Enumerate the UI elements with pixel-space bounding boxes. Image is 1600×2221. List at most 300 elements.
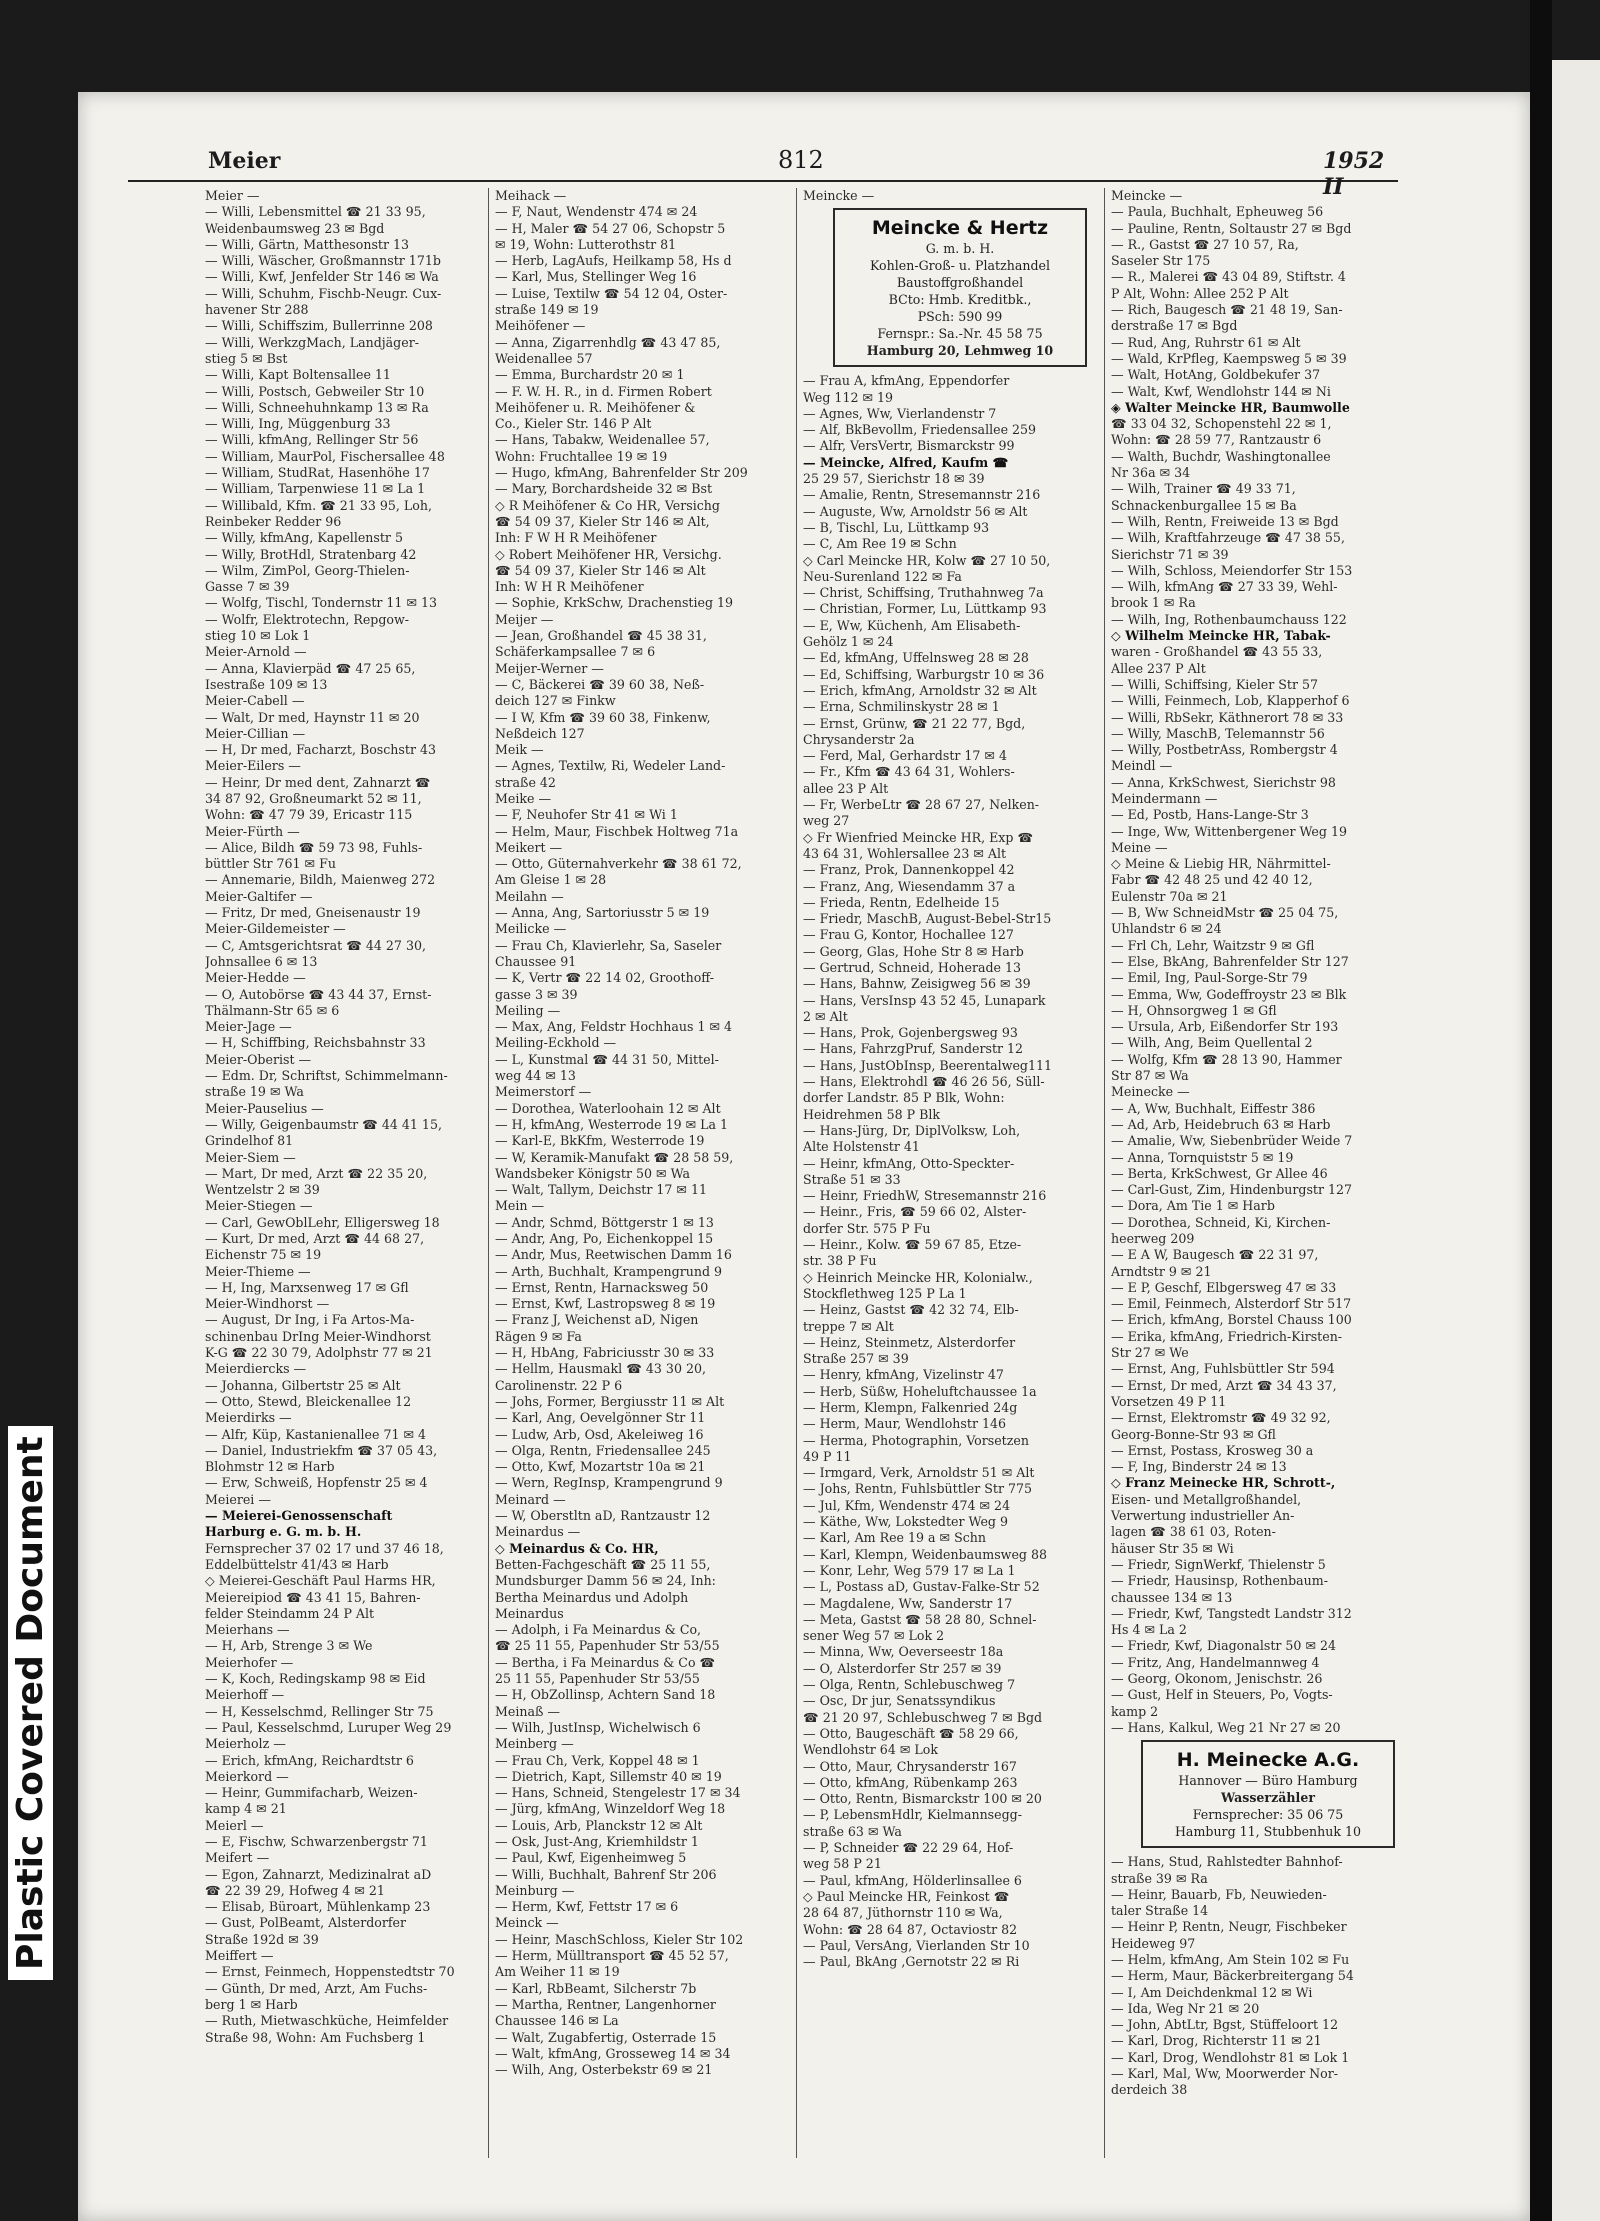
directory-entry-line: — Hans, Schneid, Stengelestr 17 ✉ 34 (495, 1785, 741, 1801)
directory-entry-line: — Willy, MaschB, Telemannstr 56 (1111, 725, 1325, 741)
directory-entry-line: — Else, BkAng, Bahrenfelder Str 127 (1111, 953, 1349, 969)
ad-meincke-hertz (833, 208, 1087, 367)
ad-line: Hannover — Büro Hamburg (1178, 1773, 1358, 1789)
directory-entry-line: Str 27 ✉ We (1111, 1345, 1189, 1361)
directory-entry-line: Georg-Bonne-Str 93 ✉ Gfl (1111, 1426, 1276, 1442)
directory-entry-line: Fernsprecher 37 02 17 und 37 46 18, (205, 1540, 444, 1556)
directory-entry-line: Meinardus (495, 1605, 564, 1621)
directory-entry-line: Schäferkampsallee 7 ✉ 6 (495, 644, 656, 660)
directory-entry-line: Meier-Windhorst — (205, 1296, 330, 1312)
directory-entry-line: — Wilh, Schloss, Meiendorfer Str 153 (1111, 562, 1353, 578)
directory-entry-line: P Alt, Wohn: Allee 252 P Alt (1111, 285, 1289, 301)
directory-entry-line: Hs 4 ✉ La 2 (1111, 1622, 1187, 1638)
directory-entry-line: ✉ 19, Wohn: Lutterothstr 81 (495, 236, 677, 252)
directory-entry-line: — Dorothea, Waterloohain 12 ✉ Alt (495, 1100, 721, 1116)
directory-entry-line: treppe 7 ✉ Alt (803, 1318, 894, 1334)
directory-entry-line: — Frau Ch, Verk, Koppel 48 ✉ 1 (495, 1752, 700, 1768)
directory-entry-line: — Günth, Dr med, Arzt, Am Fuchs- (205, 1980, 428, 1996)
directory-entry-line: — Ed, Postb, Hans-Lange-Str 3 (1111, 807, 1309, 823)
directory-entry-line: — Minna, Ww, Oeverseestr 18a (803, 1644, 1004, 1660)
directory-entry-line: Vorsetzen 49 P 11 (1111, 1393, 1227, 1409)
ad-line: Fernspr.: Sa.-Nr. 45 58 75 (877, 326, 1043, 342)
directory-entry-line: — Willibald, Kfm. ☎ 21 33 95, Loh, (205, 497, 432, 513)
directory-entry-line: — F. W. H. R., in d. Firmen Robert (495, 383, 712, 399)
directory-entry-line: — Egon, Zahnarzt, Medizinalrat aD (205, 1866, 432, 1882)
directory-entry-line: — R., Malerei ☎ 43 04 89, Stiftstr. 4 (1111, 269, 1346, 285)
directory-entry-line: — Ernst, Kwf, Lastropsweg 8 ✉ 19 (495, 1296, 716, 1312)
directory-entry-line: ☎ 21 20 97, Schlebuschweg 7 ✉ Bgd (803, 1709, 1043, 1725)
directory-entry-line: Meierei — (205, 1491, 271, 1507)
directory-entry-line: Meier-Gildemeister — (205, 921, 346, 937)
directory-entry-line: — Frau A, kfmAng, Eppendorfer (803, 373, 1010, 389)
directory-entry-line: — Otto, Rentn, Bismarckstr 100 ✉ 20 (803, 1791, 1042, 1807)
directory-entry-line: — Helm, kfmAng, Am Stein 102 ✉ Fu (1111, 1951, 1350, 1967)
directory-entry-line: — Adolph, i Fa Meinardus & Co, (495, 1622, 702, 1638)
directory-entry-line: Fabr ☎ 42 48 25 und 42 40 12, (1111, 872, 1313, 888)
directory-entry-line: — Anna, Tornquiststr 5 ✉ 19 (1111, 1149, 1294, 1165)
directory-entry-line: ◇ Meierei-Geschäft Paul Harms HR, (205, 1573, 436, 1589)
directory-entry-line: — Willi, Schiffsing, Kieler Str 57 (1111, 676, 1319, 692)
directory-entry-line: — Hans, Elektrohdl ☎ 46 26 56, Süll- (803, 1074, 1045, 1090)
directory-entry-line: — Agnes, Textilw, Ri, Wedeler Land- (495, 758, 726, 774)
directory-entry-line: ◇ Fr Wienfried Meincke HR, Exp ☎ (803, 829, 1034, 845)
directory-entry-line: Meierl — (205, 1817, 264, 1833)
directory-entry-line: — Helm, Maur, Fischbek Holtweg 71a (495, 823, 739, 839)
directory-entry-line: Straße 98, Wohn: Am Fuchsberg 1 (205, 2029, 426, 2045)
directory-entry-line: — Mary, Borchardsheide 32 ✉ Bst (495, 481, 713, 497)
directory-entry-line: — Christ, Schiffsing, Truthahnweg 7a (803, 585, 1044, 601)
directory-entry-line: — Heinr, FriedhW, Stresemannstr 216 (803, 1188, 1047, 1204)
directory-entry-line: — Hans, VersInsp 43 52 45, Lunapark (803, 992, 1046, 1008)
directory-entry-line: Gasse 7 ✉ 39 (205, 579, 290, 595)
directory-entry-line: Meihöfener — (495, 318, 586, 334)
directory-entry-line: — Inge, Ww, Wittenbergener Weg 19 (1111, 823, 1347, 839)
directory-entry-line: — Ernst, Grünw, ☎ 21 22 77, Bgd, (803, 715, 1026, 731)
directory-entry-line: — H, Dr med, Facharzt, Boschstr 43 (205, 742, 436, 758)
directory-entry-line: — William, StudRat, Hasenhöhe 17 (205, 465, 430, 481)
directory-entry-line: — William, MaurPol, Fischersallee 48 (205, 448, 445, 464)
directory-entry-line: — Hans, Stud, Rahlstedter Bahnhof- (1111, 1854, 1343, 1870)
directory-entry-line: — Magdalene, Ww, Sanderstr 17 (803, 1595, 1013, 1611)
directory-entry-line: — Heinr, Gummifacharb, Weizen- (205, 1785, 418, 1801)
directory-entry-line: Meier-Stiegen — (205, 1198, 313, 1214)
directory-entry-line: Meierdirks — (205, 1410, 292, 1426)
directory-entry-line: ☎ 54 09 37, Kieler Str 146 ✉ Alt, (495, 513, 710, 529)
directory-entry-line: Meine — (1111, 839, 1168, 855)
directory-entry-line: — Alf, BkBevollm, Friedensallee 259 (803, 422, 1037, 438)
directory-entry-line: — Arth, Buchhalt, Krampengrund 9 (495, 1263, 723, 1279)
directory-entry-line: — Willi, Schneehuhnkamp 13 ✉ Ra (205, 399, 429, 415)
directory-entry-line: 43 64 31, Wohlersallee 23 ✉ Alt (803, 845, 1007, 861)
directory-entry-line: Mein — (495, 1198, 545, 1214)
directory-entry-line: — Heinr, MaschSchloss, Kieler Str 102 (495, 1931, 744, 1947)
directory-entry-line: — Walt, Kwf, Wendlohstr 144 ✉ Ni (1111, 383, 1331, 399)
ad-line: Kohlen-Groß- u. Platzhandel (869, 258, 1051, 274)
directory-entry-line: — Heinr, kfmAng, Otto-Speckter- (803, 1155, 1015, 1171)
directory-entry-line: — Agnes, Ww, Vierlandenstr 7 (803, 405, 997, 421)
directory-entry-line: Chaussee 146 ✉ La (495, 2013, 619, 2029)
directory-entry-line: — Heinz, Gastst ☎ 42 32 74, Elb- (803, 1302, 1019, 1318)
directory-entry-line: — Willi, Schiffszim, Bullerrinne 208 (205, 318, 433, 334)
directory-entry-line: — Frau Ch, Klavierlehr, Sa, Saseler (495, 937, 722, 953)
directory-entry-line: — Karl, Klempn, Weidenbaumsweg 88 (803, 1546, 1048, 1562)
ad-address: Hamburg 20, Lehmweg 10 (866, 343, 1054, 359)
directory-entry-line: — Jürg, kfmAng, Winzeldorf Weg 18 (495, 1801, 726, 1817)
directory-entry-line: — Willi, kfmAng, Rellinger Str 56 (205, 432, 419, 448)
directory-entry-line: — Walt, Zugabfertig, Osterrade 15 (495, 2029, 717, 2045)
directory-entry-line: — Walt, Tallym, Deichstr 17 ✉ 11 (495, 1182, 707, 1198)
directory-entry-line: straße 42 (495, 774, 556, 790)
directory-entry-line: weg 44 ✉ 13 (495, 1068, 576, 1084)
directory-entry-line: — E P, Geschf, Elbgersweg 47 ✉ 33 (1111, 1279, 1337, 1295)
directory-entry-line: Uhlandstr 6 ✉ 24 (1111, 921, 1222, 937)
directory-entry-line: K-G ☎ 22 30 79, Adolphstr 77 ✉ 21 (205, 1345, 433, 1361)
directory-entry-line: Meier-Siem — (205, 1149, 296, 1165)
directory-entry-line: — Mart, Dr med, Arzt ☎ 22 35 20, (205, 1165, 428, 1181)
directory-entry-line: — Wilh, Ing, Rothenbaumchauss 122 (1111, 611, 1347, 627)
directory-entry-line: Saseler Str 175 (1111, 253, 1211, 269)
directory-entry-line: — H, Arb, Strenge 3 ✉ We (205, 1638, 373, 1654)
directory-entry-line: — Ad, Arb, Heidebruch 63 ✉ Harb (1111, 1116, 1331, 1132)
directory-entry-line: straße 39 ✉ Ra (1111, 1870, 1208, 1886)
directory-entry-line: — Hans, FahrzgPruf, Sanderstr 12 (803, 1041, 1024, 1057)
directory-entry-line: — Walt, HotAng, Goldbekufer 37 (1111, 367, 1321, 383)
directory-entry-line: Meincke — (803, 188, 875, 203)
directory-entry-line: — Karl, Mus, Stellinger Weg 16 (495, 269, 697, 285)
directory-entry-line: Co., Kieler Str. 146 P Alt (495, 416, 652, 432)
directory-entry-line: Straße 257 ✉ 39 (803, 1351, 909, 1367)
directory-entry-line: — Wolfg, Tischl, Tondernstr 11 ✉ 13 (205, 595, 438, 611)
directory-entry-line: — Ferd, Mal, Gerhardstr 17 ✉ 4 (803, 748, 1008, 764)
directory-entry-line: — Christian, Former, Lu, Lüttkamp 93 (803, 601, 1047, 617)
directory-entry-line: — Otto, Maur, Chrysanderstr 167 (803, 1758, 1017, 1774)
directory-entry-line: Wohn: ☎ 28 59 77, Rantzaustr 6 (1111, 432, 1322, 448)
directory-entry-line: — Karl, Ang, Oevelgönner Str 11 (495, 1410, 706, 1426)
directory-entry-line: Reinbeker Redder 96 (205, 513, 342, 529)
directory-entry-line: — K, Koch, Redingskamp 98 ✉ Eid (205, 1671, 426, 1687)
directory-entry-line: ☎ 54 09 37, Kieler Str 146 ✉ Alt (495, 562, 706, 578)
directory-entry-line: — Ernst, Dr med, Arzt ☎ 34 43 37, (1111, 1377, 1337, 1393)
directory-entry-line: — E, Fischw, Schwarzenbergstr 71 (205, 1833, 428, 1849)
directory-entry-line: Bertha Meinardus und Adolph (495, 1589, 689, 1605)
header-surname: Meier (208, 148, 281, 174)
book-spine (1530, 0, 1552, 2221)
directory-entry-line: — Berta, KrkSchwest, Gr Allee 46 (1111, 1165, 1328, 1181)
directory-entry-line: sener Weg 57 ✉ Lok 2 (803, 1628, 945, 1644)
directory-entry-line: — Rud, Ang, Ruhrstr 61 ✉ Alt (1111, 334, 1301, 350)
directory-entry-line: — Willi, Postsch, Gebweiler Str 10 (205, 383, 425, 399)
directory-entry-line: Straße 51 ✉ 33 (803, 1171, 901, 1187)
directory-entry-line: derstraße 17 ✉ Bgd (1111, 318, 1238, 334)
directory-entry-line: — Karl, Mal, Ww, Moorwerder Nor- (1111, 2066, 1338, 2082)
directory-entry-line: — Friedr, Kwf, Tangstedt Landstr 312 (1111, 1605, 1352, 1621)
directory-entry-line: — L, Postass aD, Gustav-Falke-Str 52 (803, 1579, 1040, 1595)
directory-entry-line: — Frl Ch, Lehr, Waitzstr 9 ✉ Gfl (1111, 937, 1315, 953)
directory-entry-line: — Olga, Rentn, Friedensallee 245 (495, 1442, 711, 1458)
directory-entry-line: — Fr, WerbeLtr ☎ 28 67 27, Nelken- (803, 797, 1040, 813)
directory-entry-line: Meier — (205, 188, 260, 203)
directory-entry-line: Eisen- und Metallgroßhandel, (1111, 1491, 1302, 1507)
directory-entry-line: Grindelhof 81 (205, 1133, 294, 1149)
directory-entry-line: — Herm, Mülltransport ☎ 45 52 57, (495, 1948, 729, 1964)
directory-entry-line: Wentzelstr 2 ✉ 39 (205, 1182, 320, 1198)
directory-entry-line: — F, Naut, Wendenstr 474 ✉ 24 (495, 204, 698, 220)
directory-entry-line: Meier-Pauselius — (205, 1100, 324, 1116)
directory-entry-line: havener Str 288 (205, 302, 309, 318)
directory-entry-line: Meinburg — (495, 1882, 575, 1898)
directory-entry-line: — Wolfg, Kfm ☎ 28 13 90, Hammer (1111, 1051, 1342, 1067)
directory-entry-line: Meincke — (1111, 188, 1183, 203)
directory-entry-line: ◇ Franz Meinecke HR, Schrott-, (1111, 1475, 1336, 1491)
directory-entry-line: brook 1 ✉ Ra (1111, 595, 1196, 611)
directory-entry-line: — Alfr, VersVertr, Bismarckstr 99 (803, 438, 1015, 454)
directory-entry-line: Meiling — (495, 1002, 561, 1018)
directory-entry-line: büttler Str 761 ✉ Fu (205, 856, 336, 872)
directory-entry-line: straße 63 ✉ Wa (803, 1823, 902, 1839)
directory-entry-line: — Wolfr, Elektrotechn, Repgow- (205, 611, 410, 627)
directory-entry-line: deich 127 ✉ Finkw (495, 693, 616, 709)
directory-entry-line: — Karl, Am Ree 19 a ✉ Schn (803, 1530, 986, 1546)
directory-entry-line: berg 1 ✉ Harb (205, 1996, 298, 2012)
directory-entry-line: Wandsbeker Königstr 50 ✉ Wa (495, 1165, 690, 1181)
directory-entry-line: Weidenallee 57 (495, 350, 593, 366)
directory-entry-line: — Emil, Feinmech, Alsterdorf Str 517 (1111, 1296, 1352, 1312)
directory-entry-line: — R., Gastst ☎ 27 10 57, Ra, (1111, 236, 1299, 252)
directory-entry-line: Am Weiher 11 ✉ 19 (495, 1964, 620, 1980)
directory-entry-line: Meiereipiod ☎ 43 41 15, Bahren- (205, 1589, 421, 1605)
directory-entry-line: Weg 112 ✉ 19 (803, 389, 894, 405)
directory-entry-line: 34 87 92, Großneumarkt 52 ✉ 11, (205, 790, 422, 806)
directory-entry-line: — Andr, Ang, Po, Eichenkoppel 15 (495, 1231, 714, 1246)
directory-entry-line: Wohn: ☎ 28 64 87, Octaviostr 82 (803, 1921, 1018, 1937)
directory-entry-line: Am Gleise 1 ✉ 28 (495, 872, 607, 888)
directory-entry-line: Meier-Cabell — (205, 693, 305, 709)
directory-entry-line: — Olga, Rentn, Schlebuschweg 7 (803, 1677, 1016, 1693)
directory-entry-line: derdeich 38 (1111, 2082, 1188, 2098)
directory-entry-line: Wohn: Fruchtallee 19 ✉ 19 (495, 448, 668, 464)
directory-entry-line: — Daniel, Industriekfm ☎ 37 05 43, (205, 1442, 438, 1458)
directory-entry-line: — Dorothea, Schneid, Ki, Kirchen- (1111, 1214, 1331, 1230)
directory-entry-line: Meimerstorf — (495, 1084, 592, 1100)
directory-entry-line: — Paul, VersAng, Vierlanden Str 10 (803, 1937, 1030, 1953)
directory-entry-line: — Karl, Drog, Wendlohstr 81 ✉ Lok 1 (1111, 2049, 1350, 2065)
directory-entry-line: — Friedr, Kwf, Diagonalstr 50 ✉ 24 (1111, 1638, 1337, 1654)
plastic-covered-stamp: Plastic Covered Document (8, 1426, 53, 1980)
directory-entry-line: — Hellm, Hausmakl ☎ 43 30 20, (495, 1361, 706, 1377)
directory-entry-line: Meier-Oberist — (205, 1051, 312, 1067)
directory-entry-line: — Ernst, Rentn, Harnacksweg 50 (495, 1279, 709, 1295)
directory-entry-line: stieg 5 ✉ Bst (205, 350, 288, 366)
directory-entry-line: — Käthe, Ww, Lokstedter Weg 9 (803, 1514, 1008, 1530)
directory-entry-line: — Louis, Arb, Planckstr 12 ✉ Alt (495, 1817, 703, 1833)
directory-entry-line: — Ernst, Feinmech, Hoppenstedtstr 70 (205, 1964, 455, 1980)
directory-entry-line: Inh: W H R Meihöfener (495, 579, 644, 595)
directory-entry-line: dorfer Landstr. 85 P Blk, Wohn: (803, 1090, 1005, 1106)
directory-entry-line: — Carl, GewOblLehr, Elligersweg 18 (205, 1214, 440, 1230)
directory-entry-line: dorfer Str. 575 P Fu (803, 1220, 931, 1236)
directory-entry-line: Isestraße 109 ✉ 13 (205, 676, 328, 692)
directory-entry-line: — August, Dr Ing, i Fa Artos-Ma- (205, 1312, 415, 1328)
directory-entry-line: Meier-Jage — (205, 1019, 292, 1035)
directory-entry-line: Meinck — (495, 1915, 559, 1931)
directory-entry-line: — Hans-Jürg, Dr, DiplVolksw, Loh, (803, 1122, 1021, 1138)
directory-entry-line: — Hans, Prok, Gojenbergsweg 93 (803, 1025, 1018, 1041)
directory-entry-line: Meihöfener u. R. Meihöfener & (495, 399, 696, 415)
directory-entry-line: — Willi, RbSekr, Käthnerort 78 ✉ 33 (1111, 709, 1344, 725)
directory-entry-line: — Wern, RegInsp, Krampengrund 9 (495, 1475, 723, 1491)
directory-entry-line: Meierhofer — (205, 1654, 294, 1670)
directory-entry-line: — Ed, kfmAng, Uffelnsweg 28 ✉ 28 (803, 650, 1029, 666)
directory-entry-line: Allee 237 P Alt (1111, 660, 1206, 676)
directory-entry-line: — Wilh, Ang, Beim Quellental 2 (1111, 1035, 1313, 1051)
directory-entry-line: lagen ☎ 38 61 03, Roten- (1111, 1524, 1276, 1540)
directory-entry-line: — Hans, Bahnw, Zeisigweg 56 ✉ 39 (803, 976, 1031, 992)
directory-entry-line: Meinberg — (495, 1736, 574, 1752)
directory-entry-line: — Paul, BkAng ,Gernotstr 22 ✉ Ri (803, 1954, 1020, 1970)
directory-entry-line: — Bertha, i Fa Meinardus & Co ☎ (495, 1654, 716, 1670)
directory-entry-line: — Heinr P, Rentn, Neugr, Fischbeker (1111, 1919, 1347, 1935)
directory-entry-line: — Auguste, Ww, Arnoldstr 56 ✉ Alt (803, 503, 1028, 519)
directory-entry-line: ◇ Carl Meincke HR, Kolw ☎ 27 10 50, (803, 552, 1051, 568)
directory-entry-line: — Willi, Gärtn, Matthesonstr 13 (205, 236, 410, 252)
directory-entry-line: — Otto, kfmAng, Rübenkamp 263 (803, 1774, 1018, 1790)
directory-entry-line: Meiffert — (205, 1948, 274, 1964)
directory-entry-line: Meilicke — (495, 921, 567, 937)
directory-entry-line: — Willy, Geigenbaumstr ☎ 44 41 15, (205, 1116, 442, 1132)
directory-entry-line: Alte Holstenstr 41 (803, 1139, 920, 1155)
directory-entry-line: — Amalie, Ww, Siebenbrüder Weide 7 (1111, 1133, 1353, 1149)
directory-entry-line: — Osc, Dr jur, Senatssyndikus (803, 1693, 996, 1709)
page-number: 812 (778, 146, 824, 174)
directory-entry-line: Neu-Surenland 122 ✉ Fa (803, 568, 962, 584)
directory-entry-line: — Carl-Gust, Zim, Hindenburgstr 127 (1111, 1182, 1353, 1198)
directory-entry-line: Eddelbüttelstr 41/43 ✉ Harb (205, 1556, 389, 1572)
directory-entry-line: — P, LebensmHdlr, Kielmannsegg- (803, 1807, 1022, 1823)
directory-entry-line: — Wilh, kfmAng ☎ 27 33 39, Wehl- (1111, 579, 1338, 595)
directory-entry-line: — I W, Kfm ☎ 39 60 38, Finkenw, (495, 709, 711, 725)
directory-entry-line: — Ernst, Elektromstr ☎ 49 32 92, (1111, 1410, 1331, 1426)
directory-entry-line: — Andr, Schmd, Böttgerstr 1 ✉ 13 (495, 1214, 714, 1230)
directory-entry-line: — Otto, Baugeschäft ☎ 58 29 66, (803, 1725, 1019, 1741)
directory-entry-line: stieg 10 ✉ Lok 1 (205, 628, 311, 644)
directory-column-2 (495, 188, 785, 2078)
directory-entry-line: — A, Ww, Buchhalt, Eiffestr 386 (1111, 1100, 1316, 1116)
directory-entry-line: — Willi, Kapt Boltensallee 11 (205, 367, 391, 383)
directory-entry-line: — Meincke, Alfred, Kaufm ☎ (803, 454, 1009, 470)
ad-address: Hamburg 11, Stubbenhuk 10 (1174, 1824, 1362, 1840)
directory-entry-line: 28 64 87, Jüthornstr 110 ✉ Wa, (803, 1905, 1003, 1921)
directory-entry-line: Thälmann-Str 65 ✉ 6 (205, 1002, 340, 1018)
directory-entry-line: — Ida, Weg Nr 21 ✉ 20 (1111, 2000, 1260, 2016)
directory-entry-line: — B, Ww SchneidMstr ☎ 25 04 75, (1111, 905, 1339, 921)
directory-entry-line: — Friedr, Hausinsp, Rothenbaum- (1111, 1573, 1328, 1589)
directory-entry-line: — Emma, Ww, Godeffroystr 23 ✉ Blk (1111, 986, 1347, 1002)
directory-entry-line: — Gust, PolBeamt, Alsterdorfer (205, 1915, 407, 1931)
directory-column-1 (205, 188, 495, 2046)
directory-entry-line: — Erich, kfmAng, Borstel Chauss 100 (1111, 1312, 1352, 1328)
directory-entry-line: waren - Großhandel ☎ 43 55 33, (1111, 644, 1323, 660)
directory-entry-line: str. 38 P Fu (803, 1253, 877, 1269)
directory-entry-line: — Irmgard, Verk, Arnoldstr 51 ✉ Alt (803, 1465, 1035, 1481)
directory-entry-line: — Otto, Stewd, Bleickenallee 12 (205, 1393, 412, 1409)
directory-entry-line: Heideweg 97 (1111, 1935, 1196, 1951)
directory-entry-line: 49 P 11 (803, 1448, 852, 1464)
column-divider (1104, 188, 1105, 2158)
ad-line: PSch: 590 99 (917, 309, 1003, 325)
directory-entry-line: Meindl — (1111, 758, 1173, 774)
directory-entry-line: ◇ Robert Meihöfener HR, Versichg. (495, 546, 722, 562)
directory-entry-line: — Fritz, Dr med, Gneisenaustr 19 (205, 905, 421, 921)
directory-entry-line: Schnackenburgallee 15 ✉ Ba (1111, 497, 1297, 513)
ad-title: H. Meinecke A.G. (1176, 1749, 1360, 1772)
directory-entry-line: — F, Ing, Binderstr 24 ✉ 13 (1111, 1459, 1287, 1475)
directory-entry-line: — Ruth, Mietwaschküche, Heimfelder (205, 2013, 449, 2029)
directory-entry-line: — Heinr, Bauarb, Fb, Neuwieden- (1111, 1886, 1327, 1902)
directory-entry-line: Chrysanderstr 2a (803, 731, 915, 747)
directory-entry-line: — Franz, Ang, Wiesendamm 37 a (803, 878, 1016, 894)
directory-entry-line: — Johs, Rentn, Fuhlsbüttler Str 775 (803, 1481, 1033, 1497)
directory-entry-line: — Karl-E, BkKfm, Westerrode 19 (495, 1133, 705, 1149)
directory-entry-line: Neßdeich 127 (495, 725, 585, 741)
directory-entry-line: — Paula, Buchhalt, Epheuweg 56 (1111, 204, 1324, 220)
directory-entry-line: — Erna, Schmilinskystr 28 ✉ 1 (803, 699, 1000, 715)
directory-entry-line: ◇ Meine & Liebig HR, Nährmittel- (1111, 856, 1331, 872)
directory-entry-line: — Friedr, SignWerkf, Thielenstr 5 (1111, 1556, 1326, 1572)
directory-entry-line: — Hugo, kfmAng, Bahrenfelder Str 209 (495, 465, 748, 481)
directory-entry-line: — Willy, BrotHdl, Stratenbarg 42 (205, 546, 417, 562)
directory-entry-line: — Franz, Prok, Dannenkoppel 42 (803, 862, 1015, 878)
directory-entry-line: — O, Autobörse ☎ 43 44 37, Ernst- (205, 986, 432, 1002)
directory-entry-line: — Frieda, Rentn, Edelheide 15 (803, 894, 1000, 910)
directory-entry-line: — W, Oberstltn aD, Rantzaustr 12 (495, 1508, 711, 1524)
directory-entry-line: — Herma, Photographin, Vorsetzen (803, 1432, 1029, 1448)
directory-entry-line: — I, Am Deichdenkmal 12 ✉ Wi (1111, 1984, 1313, 2000)
directory-entry-line: — H, kfmAng, Westerrode 19 ✉ La 1 (495, 1116, 729, 1132)
directory-entry-line: — Henry, kfmAng, Vizelinstr 47 (803, 1367, 1004, 1383)
directory-entry-line: — C, Amtsgerichtsrat ☎ 44 27 30, (205, 937, 426, 953)
directory-column-4 (1111, 188, 1401, 2099)
directory-entry-line: ◇ Paul Meincke HR, Feinkost ☎ (803, 1888, 1010, 1904)
directory-entry-line: Meiling-Eckhold — (495, 1035, 617, 1051)
directory-entry-line: Stockflethweg 125 P La 1 (803, 1285, 967, 1301)
directory-entry-line: — Erich, kfmAng, Arnoldstr 32 ✉ Alt (803, 682, 1037, 698)
directory-entry-line: ◈ Walter Meincke HR, Baumwolle (1111, 399, 1350, 415)
directory-entry-line: — Alice, Bildh ☎ 59 73 98, Fuhls- (205, 839, 423, 855)
adjacent-page-edge (1552, 60, 1600, 2221)
directory-entry-line: Meinecke — (1111, 1084, 1190, 1100)
directory-entry-line: — Paul, Kesselschmd, Luruper Weg 29 (205, 1719, 452, 1735)
directory-entry-line: — Walth, Buchdr, Washingtonallee (1111, 448, 1331, 464)
directory-entry-line: — Paul, Kwf, Eigenheimweg 5 (495, 1850, 687, 1866)
directory-entry-line: — Amalie, Rentn, Stresemannstr 216 (803, 487, 1041, 503)
directory-entry-line: Meijer — (495, 611, 554, 627)
directory-entry-line: — Johanna, Gilbertstr 25 ✉ Alt (205, 1377, 401, 1393)
directory-entry-line: taler Straße 14 (1111, 1903, 1209, 1919)
directory-entry-line: — Heinr., Kolw. ☎ 59 67 85, Etze- (803, 1237, 1022, 1253)
directory-entry-line: — Willi, WerkzgMach, Landjäger- (205, 334, 419, 350)
directory-entry-line: Chaussee 91 (495, 953, 577, 969)
directory-entry-line: — Ludw, Arb, Osd, Akeleiweg 16 (495, 1426, 704, 1442)
directory-entry-line: — Herb, LagAufs, Heilkamp 58, Hs d (495, 253, 732, 269)
column-divider (796, 188, 797, 2158)
directory-entry-line: — C, Bäckerei ☎ 39 60 38, Neß- (495, 676, 705, 692)
directory-entry-line: — Konr, Lehr, Weg 579 17 ✉ La 1 (803, 1562, 1016, 1578)
directory-entry-line: — E A W, Baugesch ☎ 22 31 97, (1111, 1247, 1319, 1263)
directory-entry-line: — Fr., Kfm ☎ 43 64 31, Wohlers- (803, 764, 1015, 780)
directory-entry-line: schinenbau DrIng Meier-Windhorst (205, 1328, 431, 1344)
directory-entry-line: Meierholz — (205, 1736, 286, 1752)
directory-entry-line: — Erika, kfmAng, Friedrich-Kirsten- (1111, 1328, 1343, 1344)
